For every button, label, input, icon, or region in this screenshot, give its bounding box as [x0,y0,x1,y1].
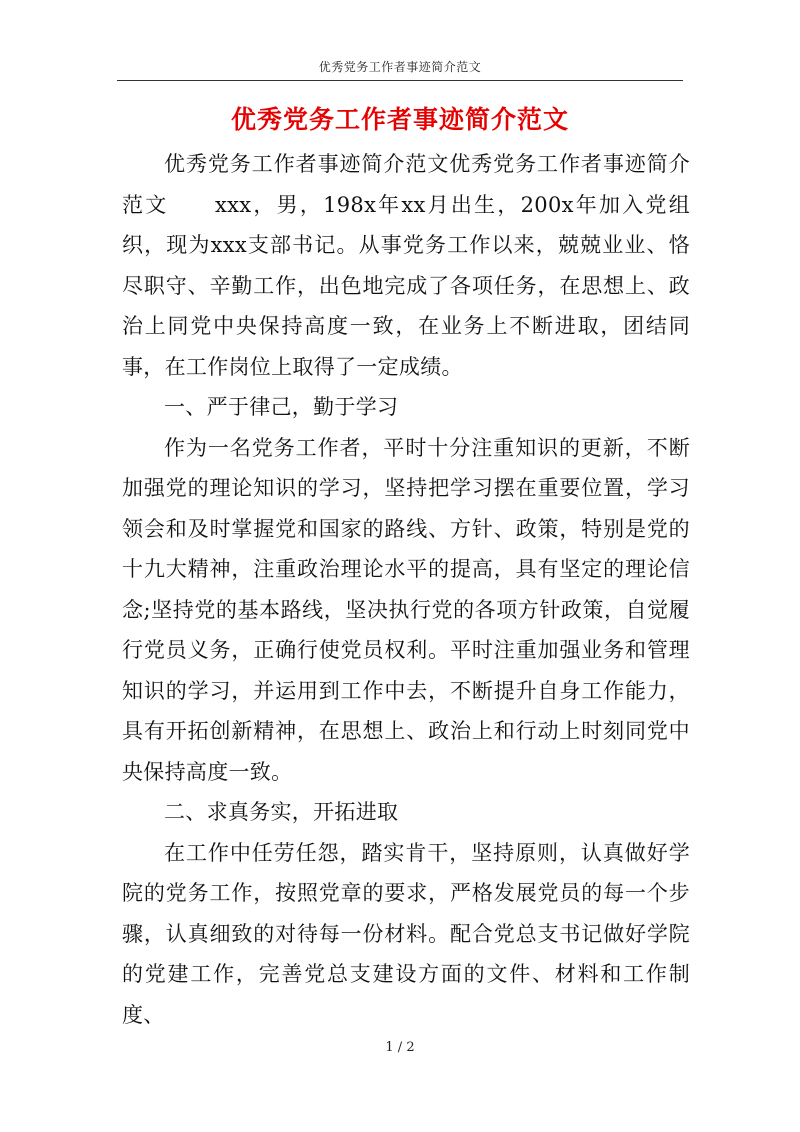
running-header: 优秀党务工作者事迹简介范文 [318,60,482,74]
document-title: 优秀党务工作者事迹简介范文 [230,105,569,134]
section-heading-2: 二、求真务实，开拓进取 [164,800,399,824]
document-body [122,144,690,1035]
section-heading-1: 一、严于律己，勤于学习 [164,395,399,419]
header-divider [117,80,683,81]
paragraph-section-2: 在工作中任劳任怨，踏实肯干，坚持原则，认真做好学院的党务工作，按照党章的要求，严格发展党员的每一个步骤，认真细致的对待每一份材料。配合党总支书记做好学院的党建工作，完善党总支建设方面的文件、材料和工作制度、 [122,840,690,1027]
page-number: 1 / 2 [385,1040,415,1055]
paragraph-section-1: 作为一名党务工作者，平时十分注重知识的更新，不断加强党的理论知识的学习，坚持把学习摆在重要位置，学习领会和及时掌握党和国家的路线、方针、政策，特别是党的十九大精神，注重政治理论水平的提高，具有坚定的理论信念;坚持党的基本路线，坚决执行党的各项方针政策，自觉履行党员义务，正确行使党员权利。平时注重加强业务和管理知识的学习，并运用到工作中去，不断提升自身工作能力，具有开拓创新精神，在思想上、政治上和行动上时刻同党中央保持高度一致。 [122,435,690,784]
paragraph-intro: 优秀党务工作者事迹简介范文优秀党务工作者事迹简介范文 xxx，男，198x年xx月出生，200x年加入党组织，现为xxx支部书记。从事党务工作以来，兢兢业业、恪尽职守、辛勤工作，出色地完成了各项任务，在思想上、政治上同党中央保持高度一致，在业务上不断进取，团结同事，在工作岗位上取得了一定成绩。 [122,152,690,379]
